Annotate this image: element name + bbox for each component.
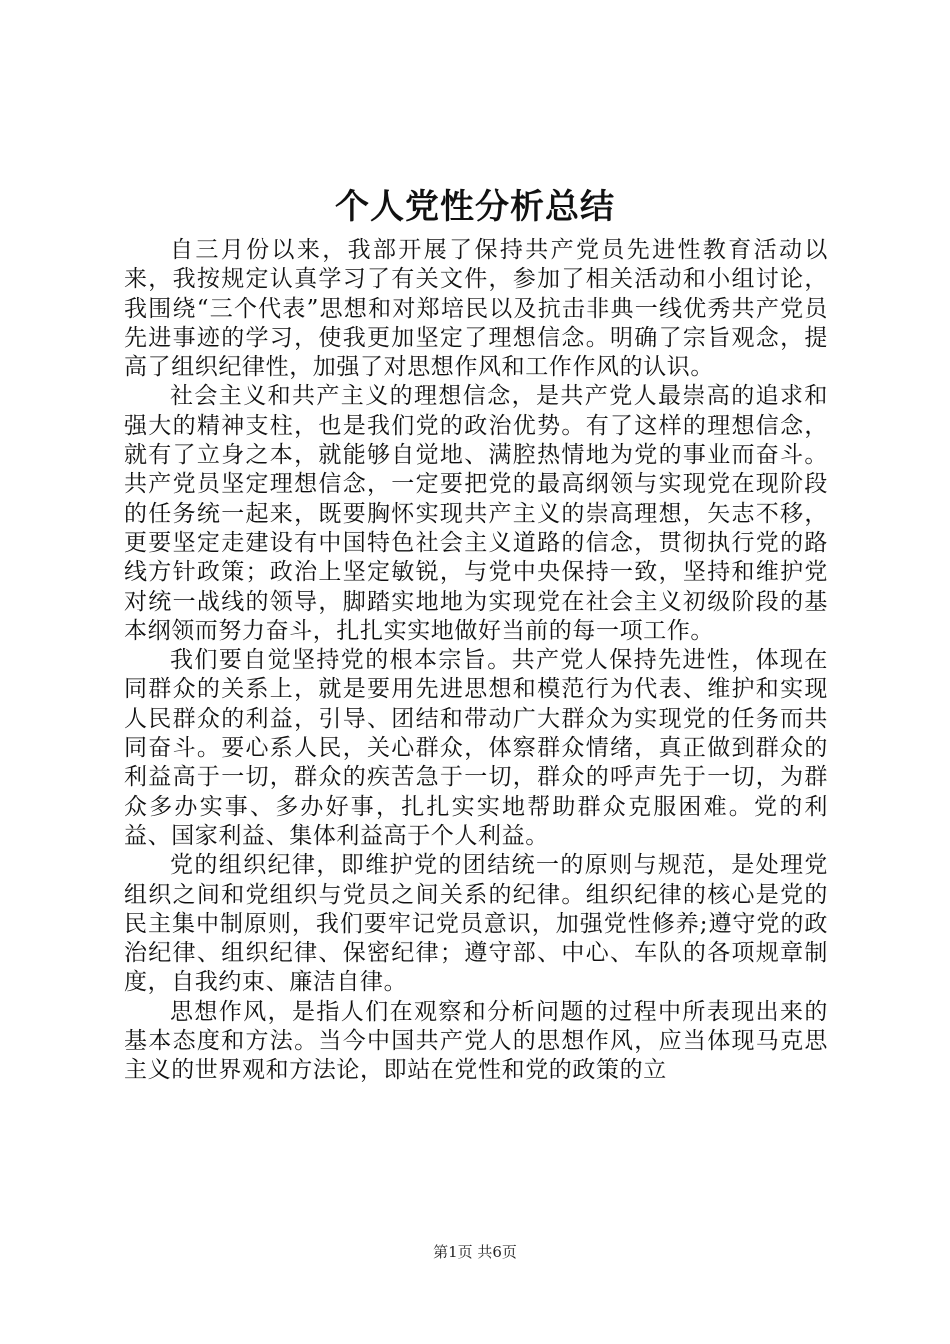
document-body [124, 236, 828, 1086]
document-title: 个人党性分析总结 [335, 187, 615, 227]
paragraph-1: 自三月份以来，我部开展了保持共产党员先进性教育活动以来，我按规定认真学习了有关文件，参加了相关活动和小组讨论，我围绕“三个代表”思想和对郑培民以及抗击非典一线优秀共产党员先进事迹的学习，使我更加坚定了理想信念。明确了宗旨观念，提高了组织纪律性，加强了对思想作风和工作作风的认识。 [124, 237, 828, 381]
paragraph-2: 社会主义和共产主义的理想信念，是共产党人最崇高的追求和强大的精神支柱，也是我们党的政治优势。有了这样的理想信念，就有了立身之本，就能够自觉地、满腔热情地为党的事业而奋斗。共产党员坚定理想信念，一定要把党的最高纲领与实现党在现阶段的任务统一起来，既要胸怀实现共产主义的崇高理想，矢志不移，更要坚定走建设有中国特色社会主义道路的信念，贯彻执行党的路线方针政策；政治上坚定敏锐，与党中央保持一致，坚持和维护党对统一战线的领导，脚踏实地地为实现党在社会主义初级阶段的基本纲领而努力奋斗，扎扎实实地做好当前的每一项工作。 [124, 383, 828, 644]
paragraph-4: 党的组织纪律，即维护党的团结统一的原则与规范，是处理党组织之间和党组织与党员之间关系的纪律。组织纪律的核心是党的民主集中制原则，我们要牢记党员意识，加强党性修养;遵守党的政治纪律、组织纪律、保密纪律；遵守部、中心、车队的各项规章制度，自我约束、廉洁自律。 [124, 852, 828, 996]
paragraph-5: 思想作风，是指人们在观察和分析问题的过程中所表现出来的基本态度和方法。当今中国共产党人的思想作风，应当体现马克思主义的世界观和方法论，即站在党性和党的政策的立 [124, 998, 828, 1084]
page-footer: 第1页 共6页 [433, 1243, 517, 1261]
paragraph-3: 我们要自觉坚持党的根本宗旨。共产党人保持先进性，体现在同群众的关系上，就是要用先进思想和模范行为代表、维护和实现人民群众的利益，引导、团结和带动广大群众为实现党的任务而共同奋斗。要心系人民，关心群众，体察群众情绪，真正做到群众的利益高于一切，群众的疾苦急于一切，群众的呼声先于一切，为群众多办实事、多办好事，扎扎实实地帮助群众克服困难。党的利益、国家利益、集体利益高于个人利益。 [124, 647, 828, 849]
